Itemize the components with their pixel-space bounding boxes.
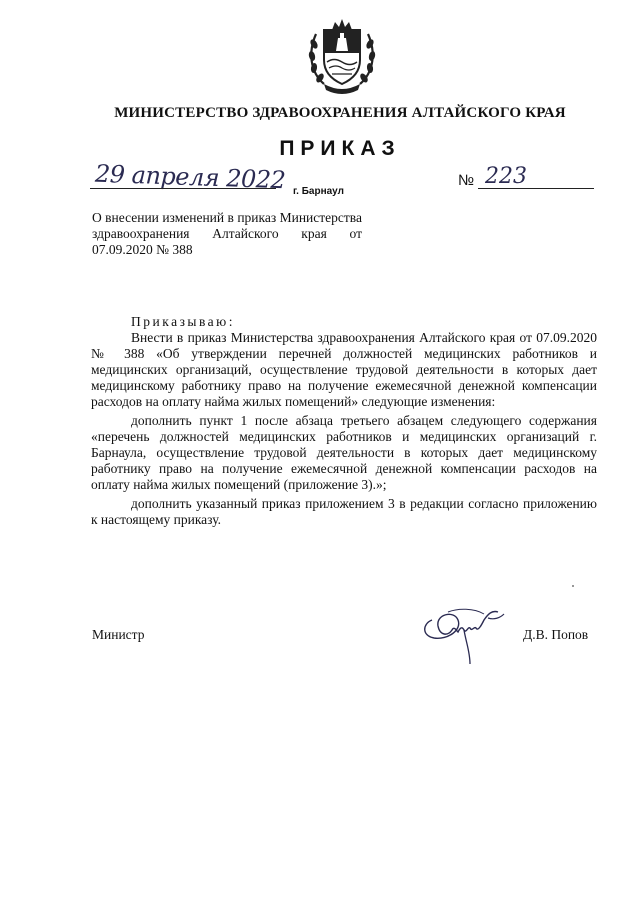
order-date-handwritten: 29 апреля 2022 [94, 159, 286, 195]
document-title: ПРИКАЗ [279, 137, 401, 160]
city-label: г. Барнаул [293, 186, 344, 197]
order-body [91, 314, 597, 528]
order-word-text: Приказываю: [131, 314, 235, 329]
scan-speck [572, 585, 574, 587]
coat-of-arms-emblem [302, 14, 382, 96]
signatory-name: Д.В. Попов [523, 627, 589, 642]
number-underline [478, 188, 594, 189]
handwritten-signature [418, 590, 510, 668]
order-number-handwritten: 223 [485, 164, 527, 189]
paragraph-3: дополнить указанный приказ приложением 3 в редакции согласно приложению к настоящему приказу. [91, 496, 597, 527]
order-subject: О внесении изменений в приказ Министерства здравоохранения Алтайского края от 07.09.2020 № 388 [92, 210, 362, 257]
order-word [91, 314, 597, 330]
date-underline [90, 188, 276, 189]
signatory-title: Министр [92, 627, 145, 642]
number-label: № [458, 172, 475, 189]
paragraph-1: Внести в приказ Министерства здравоохранения Алтайского края от 07.09.2020 № 388 «Об утверждении перечней должностей медицинских работников и медицинских организаций, осуществление трудовой деятельности в которых дает медицинскому работнику право на получение ежемесячной денежной компенсации расходов на оплату найма жилых помещений» следующие изменения: [91, 330, 597, 409]
paragraph-2: дополнить пункт 1 после абзаца третьего абзацем следующего содержания «перечень должностей медицинских работников и медицинских организаций г. Барнаула, осуществление трудовой деятельности в которых дает медицинскому работнику право на получение ежемесячной денежной компенсации расходов на оплату найма жилых помещений (приложение 3).»; [91, 413, 597, 492]
ministry-name: МИНИСТЕРСТВО ЗДРАВООХРАНЕНИЯ АЛТАЙСКОГО КРАЯ [114, 105, 566, 121]
